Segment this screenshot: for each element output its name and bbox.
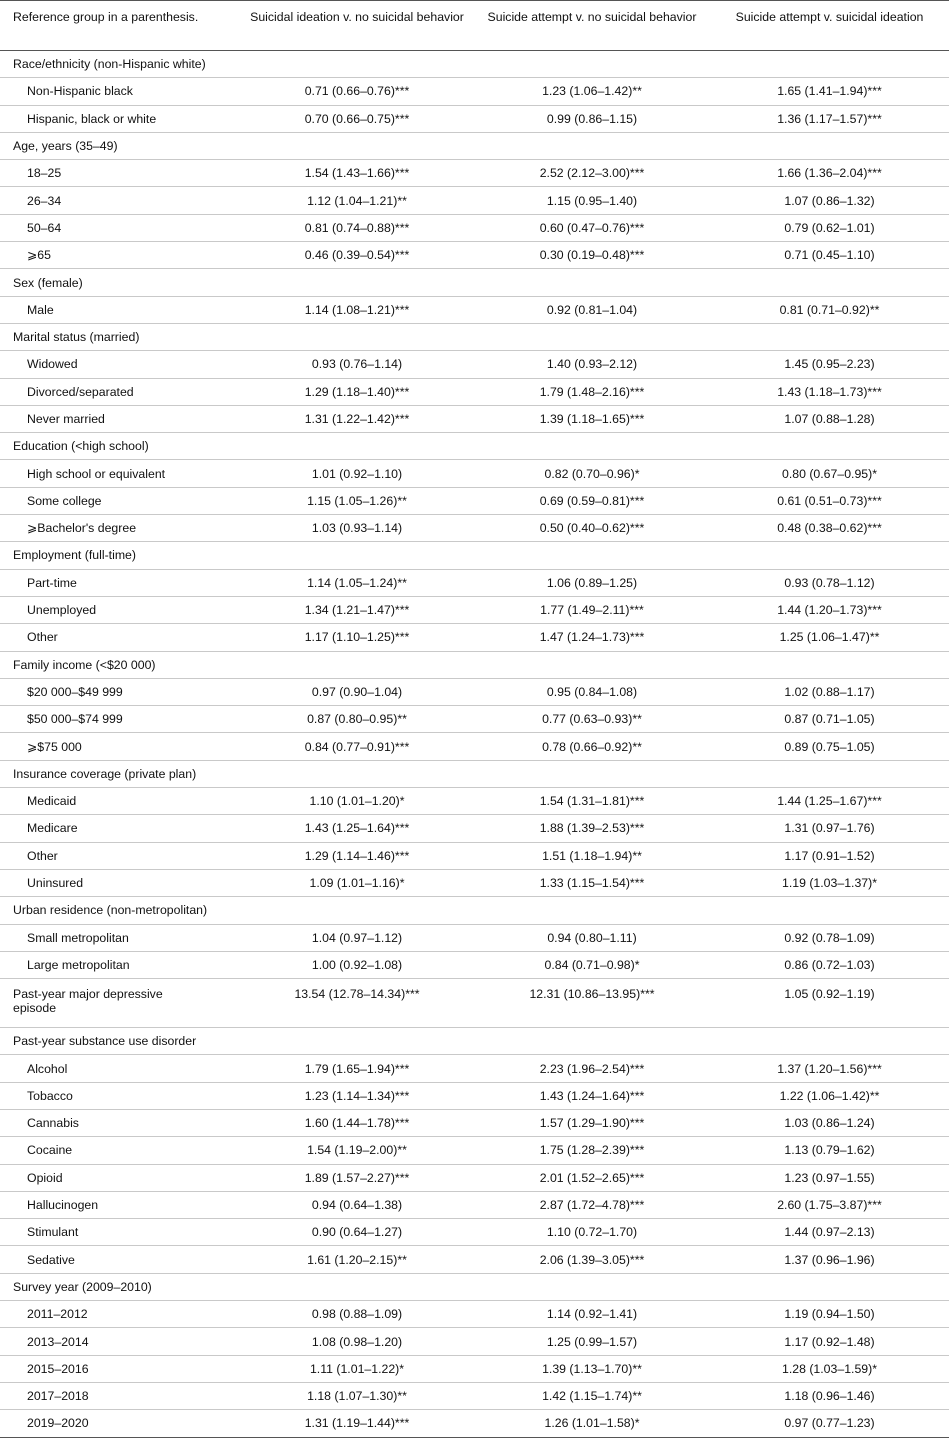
table-row [0,706,949,733]
empty-cell [474,1028,710,1055]
cell-attempt-vs-none: 0.30 (0.19–0.48)*** [474,242,710,269]
table-row [0,788,949,815]
table-group-row [0,433,949,460]
table-row [0,951,949,978]
cell-ideation-vs-none: 1.14 (1.08–1.21)*** [240,296,474,323]
cell-ideation-vs-none: 0.71 (0.66–0.76)*** [240,78,474,105]
cell-attempt-vs-none: 1.51 (1.18–1.94)** [474,842,710,869]
cell-ideation-vs-none: 1.34 (1.21–1.47)*** [240,596,474,623]
cell-attempt-vs-ideation: 0.48 (0.38–0.62)*** [710,515,949,542]
cell-ideation-vs-none: 1.11 (1.01–1.22)* [240,1355,474,1382]
row-label: 2017–2018 [0,1382,240,1409]
table-row [0,1164,949,1191]
table-row [0,242,949,269]
table-row [0,569,949,596]
table-row [0,1246,949,1273]
cell-attempt-vs-ideation: 1.36 (1.17–1.57)*** [710,105,949,132]
cell-ideation-vs-none: 0.81 (0.74–0.88)*** [240,214,474,241]
table-row [0,1082,949,1109]
table-row [0,733,949,760]
cell-ideation-vs-none: 0.87 (0.80–0.95)** [240,706,474,733]
table-row [0,1219,949,1246]
cell-attempt-vs-ideation: 0.81 (0.71–0.92)** [710,296,949,323]
row-label: $50 000–$74 999 [0,706,240,733]
cell-attempt-vs-none: 1.06 (0.89–1.25) [474,569,710,596]
cell-attempt-vs-none: 1.77 (1.49–2.11)*** [474,596,710,623]
row-label: 2013–2014 [0,1328,240,1355]
cell-ideation-vs-none: 1.15 (1.05–1.26)** [240,487,474,514]
cell-attempt-vs-none: 0.99 (0.86–1.15) [474,105,710,132]
group-label: Race/ethnicity (non-Hispanic white) [0,51,240,78]
cell-attempt-vs-ideation: 1.25 (1.06–1.47)** [710,624,949,651]
cell-attempt-vs-ideation: 2.60 (1.75–3.87)*** [710,1191,949,1218]
cell-attempt-vs-none: 2.52 (2.12–3.00)*** [474,160,710,187]
table-row [0,105,949,132]
row-label: 2011–2012 [0,1301,240,1328]
cell-attempt-vs-none: 1.42 (1.15–1.74)** [474,1382,710,1409]
empty-cell [240,651,474,678]
table-group-row [0,651,949,678]
table-row [0,487,949,514]
cell-attempt-vs-ideation: 1.44 (0.97–2.13) [710,1219,949,1246]
cell-attempt-vs-ideation: 1.18 (0.96–1.46) [710,1382,949,1409]
cell-ideation-vs-none: 1.29 (1.18–1.40)*** [240,378,474,405]
cell-attempt-vs-none: 1.26 (1.01–1.58)* [474,1410,710,1437]
table-row [0,1055,949,1082]
row-label: Alcohol [0,1055,240,1082]
cell-attempt-vs-none: 0.84 (0.71–0.98)* [474,951,710,978]
group-label: Past-year substance use disorder [0,1028,240,1055]
table-group-row [0,1273,949,1300]
table-group-row [0,542,949,569]
row-label: 18–25 [0,160,240,187]
row-label: Other [0,842,240,869]
table-group-row [0,1028,949,1055]
table-group-row [0,269,949,296]
cell-attempt-vs-ideation: 1.28 (1.03–1.59)* [710,1355,949,1382]
empty-cell [240,1028,474,1055]
header-reference-group: Reference group in a parenthesis. [0,1,240,51]
row-label: Never married [0,405,240,432]
cell-attempt-vs-none: 1.43 (1.24–1.64)*** [474,1082,710,1109]
cell-attempt-vs-none: 1.75 (1.28–2.39)*** [474,1137,710,1164]
group-label: Age, years (35–49) [0,132,240,159]
cell-attempt-vs-ideation: 1.45 (0.95–2.23) [710,351,949,378]
row-label: Stimulant [0,1219,240,1246]
cell-ideation-vs-none: 1.18 (1.07–1.30)** [240,1382,474,1409]
table-row [0,405,949,432]
cell-ideation-vs-none: 1.54 (1.19–2.00)** [240,1137,474,1164]
cell-attempt-vs-none: 0.95 (0.84–1.08) [474,678,710,705]
row-label: Uninsured [0,869,240,896]
table-row [0,869,949,896]
table-header-row [0,1,949,51]
table-row [0,815,949,842]
cell-attempt-vs-ideation: 1.37 (1.20–1.56)*** [710,1055,949,1082]
cell-attempt-vs-ideation: 1.43 (1.18–1.73)*** [710,378,949,405]
table-row [0,979,949,1028]
cell-attempt-vs-none: 0.82 (0.70–0.96)* [474,460,710,487]
cell-attempt-vs-none: 1.14 (0.92–1.41) [474,1301,710,1328]
cell-attempt-vs-none: 1.40 (0.93–2.12) [474,351,710,378]
cell-ideation-vs-none: 13.54 (12.78–14.34)*** [240,979,474,1028]
table-row [0,678,949,705]
table-row [0,1410,949,1437]
group-label: Insurance coverage (private plan) [0,760,240,787]
row-label: Medicare [0,815,240,842]
row-label: Divorced/separated [0,378,240,405]
cell-attempt-vs-none: 1.39 (1.13–1.70)** [474,1355,710,1382]
empty-cell [240,51,474,78]
cell-ideation-vs-none: 1.54 (1.43–1.66)*** [240,160,474,187]
row-label: Cocaine [0,1137,240,1164]
row-label: Hallucinogen [0,1191,240,1218]
cell-attempt-vs-none: 1.25 (0.99–1.57) [474,1328,710,1355]
cell-attempt-vs-none: 1.88 (1.39–2.53)*** [474,815,710,842]
table-row [0,214,949,241]
empty-cell [710,132,949,159]
table-row [0,296,949,323]
cell-ideation-vs-none: 1.43 (1.25–1.64)*** [240,815,474,842]
table-row [0,515,949,542]
cell-attempt-vs-ideation: 1.07 (0.86–1.32) [710,187,949,214]
cell-ideation-vs-none: 0.70 (0.66–0.75)*** [240,105,474,132]
table-group-row [0,760,949,787]
row-label: Large metropolitan [0,951,240,978]
header-ideation-vs-none [240,1,474,51]
table-row [0,378,949,405]
cell-attempt-vs-ideation: 1.31 (0.97–1.76) [710,815,949,842]
row-label: 2019–2020 [0,1410,240,1437]
row-label: Opioid [0,1164,240,1191]
cell-attempt-vs-none: 1.47 (1.24–1.73)*** [474,624,710,651]
row-label: Some college [0,487,240,514]
row-label: ⩾Bachelor's degree [0,515,240,542]
cell-attempt-vs-ideation: 0.71 (0.45–1.10) [710,242,949,269]
header-attempt-vs-ideation [710,1,949,51]
group-label: Sex (female) [0,269,240,296]
empty-cell [710,51,949,78]
empty-cell [240,269,474,296]
cell-attempt-vs-none: 0.94 (0.80–1.11) [474,924,710,951]
cell-attempt-vs-none: 2.01 (1.52–2.65)*** [474,1164,710,1191]
table-row [0,78,949,105]
table-group-row [0,897,949,924]
table-group-row [0,323,949,350]
table-row [0,1328,949,1355]
table-row [0,1137,949,1164]
cell-ideation-vs-none: 1.14 (1.05–1.24)** [240,569,474,596]
empty-cell [710,760,949,787]
cell-attempt-vs-ideation: 1.44 (1.25–1.67)*** [710,788,949,815]
empty-cell [474,433,710,460]
empty-cell [240,1273,474,1300]
cell-attempt-vs-none: 0.69 (0.59–0.81)*** [474,487,710,514]
cell-attempt-vs-ideation: 1.02 (0.88–1.17) [710,678,949,705]
table-row [0,351,949,378]
row-label: Past-year major depressive episode [0,979,240,1028]
cell-attempt-vs-none: 1.54 (1.31–1.81)*** [474,788,710,815]
row-label: High school or equivalent [0,460,240,487]
table-body [0,51,949,1438]
empty-cell [240,760,474,787]
cell-attempt-vs-none: 2.87 (1.72–4.78)*** [474,1191,710,1218]
cell-ideation-vs-none: 1.03 (0.93–1.14) [240,515,474,542]
cell-ideation-vs-none: 1.00 (0.92–1.08) [240,951,474,978]
cell-ideation-vs-none: 0.84 (0.77–0.91)*** [240,733,474,760]
table-row [0,924,949,951]
cell-attempt-vs-ideation: 1.07 (0.88–1.28) [710,405,949,432]
cell-ideation-vs-none: 1.89 (1.57–2.27)*** [240,1164,474,1191]
cell-attempt-vs-none: 0.60 (0.47–0.76)*** [474,214,710,241]
row-label: Part-time [0,569,240,596]
cell-attempt-vs-ideation: 0.79 (0.62–1.01) [710,214,949,241]
empty-cell [474,323,710,350]
header-ideation-vs-none-text: Suicidal ideation v. no suicidal behavior [250,10,464,24]
cell-ideation-vs-none: 0.98 (0.88–1.09) [240,1301,474,1328]
group-label: Employment (full-time) [0,542,240,569]
table-row [0,842,949,869]
row-label: 50–64 [0,214,240,241]
empty-cell [240,542,474,569]
group-label: Survey year (2009–2010) [0,1273,240,1300]
row-label: Widowed [0,351,240,378]
empty-cell [474,1273,710,1300]
row-label: Small metropolitan [0,924,240,951]
group-label: Family income (<$20 000) [0,651,240,678]
cell-attempt-vs-ideation: 1.17 (0.92–1.48) [710,1328,949,1355]
row-label: Hispanic, black or white [0,105,240,132]
group-label: Education (<high school) [0,433,240,460]
table-row [0,460,949,487]
cell-ideation-vs-none: 1.31 (1.22–1.42)*** [240,405,474,432]
cell-attempt-vs-none: 1.33 (1.15–1.54)*** [474,869,710,896]
cell-attempt-vs-ideation: 0.80 (0.67–0.95)* [710,460,949,487]
cell-ideation-vs-none: 0.97 (0.90–1.04) [240,678,474,705]
cell-ideation-vs-none: 1.01 (0.92–1.10) [240,460,474,487]
empty-cell [240,433,474,460]
cell-ideation-vs-none: 0.46 (0.39–0.54)*** [240,242,474,269]
row-label: Medicaid [0,788,240,815]
row-label: Non-Hispanic black [0,78,240,105]
cell-attempt-vs-ideation: 0.93 (0.78–1.12) [710,569,949,596]
cell-ideation-vs-none: 1.09 (1.01–1.16)* [240,869,474,896]
table-row [0,624,949,651]
cell-attempt-vs-ideation: 1.17 (0.91–1.52) [710,842,949,869]
table-row [0,1301,949,1328]
cell-ideation-vs-none: 1.61 (1.20–2.15)** [240,1246,474,1273]
cell-ideation-vs-none: 1.31 (1.19–1.44)*** [240,1410,474,1437]
table-row [0,1109,949,1136]
empty-cell [710,323,949,350]
row-label: Unemployed [0,596,240,623]
cell-attempt-vs-none: 1.23 (1.06–1.42)** [474,78,710,105]
table-row [0,1382,949,1409]
cell-attempt-vs-ideation: 1.65 (1.41–1.94)*** [710,78,949,105]
empty-cell [710,542,949,569]
cell-attempt-vs-none: 12.31 (10.86–13.95)*** [474,979,710,1028]
empty-cell [474,542,710,569]
empty-cell [240,323,474,350]
cell-attempt-vs-none: 1.15 (0.95–1.40) [474,187,710,214]
cell-attempt-vs-none: 2.06 (1.39–3.05)*** [474,1246,710,1273]
cell-attempt-vs-none: 0.78 (0.66–0.92)** [474,733,710,760]
empty-cell [710,1028,949,1055]
cell-attempt-vs-none: 1.10 (0.72–1.70) [474,1219,710,1246]
empty-cell [710,433,949,460]
cell-attempt-vs-ideation: 0.61 (0.51–0.73)*** [710,487,949,514]
header-attempt-vs-ideation-text: Suicide attempt v. suicidal ideation [735,10,924,24]
table-row [0,187,949,214]
header-attempt-vs-none-text: Suicide attempt v. no suicidal behavior [487,10,697,24]
cell-attempt-vs-none: 1.79 (1.48–2.16)*** [474,378,710,405]
row-label: 26–34 [0,187,240,214]
cell-ideation-vs-none: 1.12 (1.04–1.21)** [240,187,474,214]
cell-ideation-vs-none: 0.94 (0.64–1.38) [240,1191,474,1218]
table-row [0,160,949,187]
cell-ideation-vs-none: 1.23 (1.14–1.34)*** [240,1082,474,1109]
row-label: Sedative [0,1246,240,1273]
empty-cell [240,897,474,924]
cell-attempt-vs-ideation: 0.89 (0.75–1.05) [710,733,949,760]
cell-attempt-vs-none: 0.77 (0.63–0.93)** [474,706,710,733]
cell-attempt-vs-none: 2.23 (1.96–2.54)*** [474,1055,710,1082]
empty-cell [240,132,474,159]
cell-attempt-vs-ideation: 1.23 (0.97–1.55) [710,1164,949,1191]
row-label: ⩾$75 000 [0,733,240,760]
cell-ideation-vs-none: 1.29 (1.14–1.46)*** [240,842,474,869]
row-label: 2015–2016 [0,1355,240,1382]
cell-attempt-vs-ideation: 1.05 (0.92–1.19) [710,979,949,1028]
cell-ideation-vs-none: 1.04 (0.97–1.12) [240,924,474,951]
cell-ideation-vs-none: 1.10 (1.01–1.20)* [240,788,474,815]
cell-attempt-vs-ideation: 0.86 (0.72–1.03) [710,951,949,978]
cell-ideation-vs-none: 0.90 (0.64–1.27) [240,1219,474,1246]
row-label: $20 000–$49 999 [0,678,240,705]
cell-ideation-vs-none: 1.08 (0.98–1.20) [240,1328,474,1355]
table-row [0,1191,949,1218]
row-label: Tobacco [0,1082,240,1109]
empty-cell [474,132,710,159]
row-label: Cannabis [0,1109,240,1136]
empty-cell [710,269,949,296]
cell-ideation-vs-none: 1.79 (1.65–1.94)*** [240,1055,474,1082]
cell-attempt-vs-ideation: 0.97 (0.77–1.23) [710,1410,949,1437]
empty-cell [474,651,710,678]
cell-attempt-vs-ideation: 1.03 (0.86–1.24) [710,1109,949,1136]
empty-cell [710,651,949,678]
cell-ideation-vs-none: 1.17 (1.10–1.25)*** [240,624,474,651]
table-row [0,1355,949,1382]
cell-attempt-vs-ideation: 1.66 (1.36–2.04)*** [710,160,949,187]
header-attempt-vs-none [474,1,710,51]
row-label: Other [0,624,240,651]
empty-cell [474,269,710,296]
cell-attempt-vs-ideation: 1.19 (0.94–1.50) [710,1301,949,1328]
empty-cell [710,1273,949,1300]
empty-cell [710,897,949,924]
table-group-row [0,51,949,78]
group-label: Marital status (married) [0,323,240,350]
cell-attempt-vs-ideation: 0.92 (0.78–1.09) [710,924,949,951]
cell-attempt-vs-ideation: 1.13 (0.79–1.62) [710,1137,949,1164]
table-row [0,596,949,623]
row-label: ⩾65 [0,242,240,269]
cell-attempt-vs-none: 1.57 (1.29–1.90)*** [474,1109,710,1136]
cell-ideation-vs-none: 1.60 (1.44–1.78)*** [240,1109,474,1136]
cell-attempt-vs-none: 1.39 (1.18–1.65)*** [474,405,710,432]
cell-ideation-vs-none: 0.93 (0.76–1.14) [240,351,474,378]
cell-attempt-vs-ideation: 1.37 (0.96–1.96) [710,1246,949,1273]
cell-attempt-vs-none: 0.92 (0.81–1.04) [474,296,710,323]
cell-attempt-vs-ideation: 0.87 (0.71–1.05) [710,706,949,733]
empty-cell [474,897,710,924]
cell-attempt-vs-ideation: 1.44 (1.20–1.73)*** [710,596,949,623]
cell-attempt-vs-ideation: 1.22 (1.06–1.42)** [710,1082,949,1109]
group-label: Urban residence (non-metropolitan) [0,897,240,924]
cell-attempt-vs-ideation: 1.19 (1.03–1.37)* [710,869,949,896]
row-label: Male [0,296,240,323]
empty-cell [474,760,710,787]
cell-attempt-vs-none: 0.50 (0.40–0.62)*** [474,515,710,542]
empty-cell [474,51,710,78]
table-group-row [0,132,949,159]
